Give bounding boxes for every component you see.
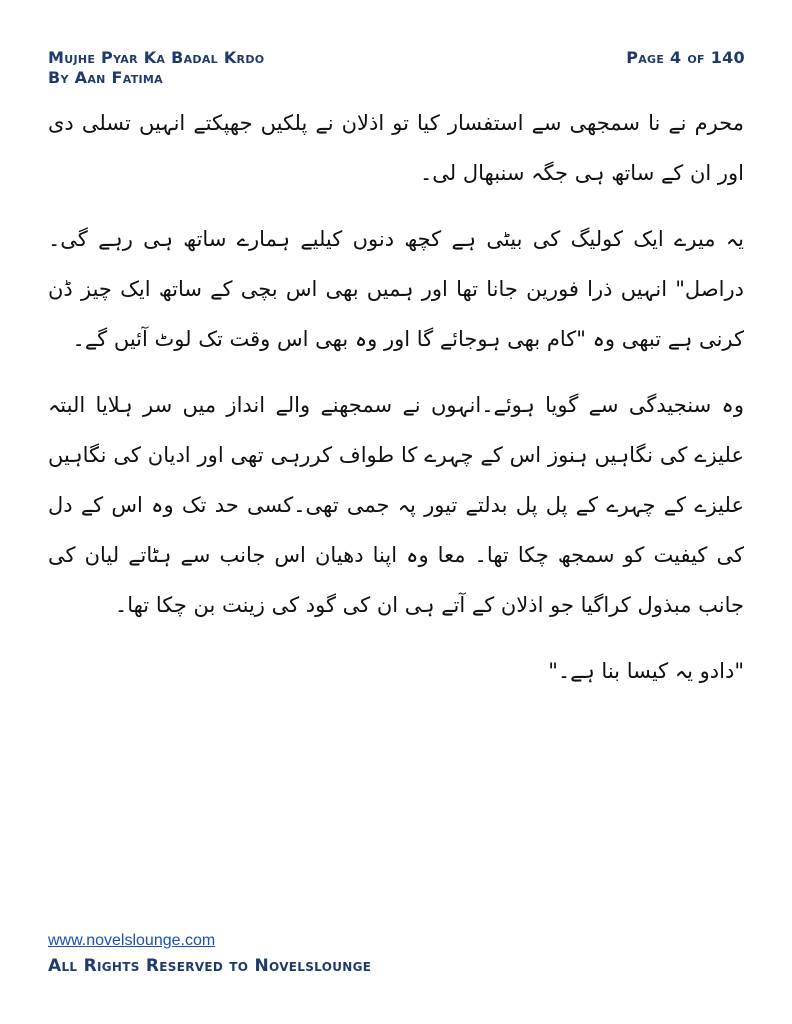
book-title: Mujhe Pyar Ka Badal Krdo — [48, 48, 265, 67]
page-number: Page 4 of 140 — [626, 48, 745, 67]
paragraph: محرم نے نا سمجھی سے استفسار کیا تو اذلان نے پلکیں جھپکتے انہیں تسلی دی اور ان کے ساتھ ہی جگہ سنبھال لی۔ — [48, 111, 744, 185]
document-body — [48, 98, 744, 712]
website-link[interactable]: www.novelslounge.com — [48, 932, 216, 949]
paragraph: "دادو یہ کیسا بنا ہے۔" — [548, 659, 744, 683]
paragraph: وہ سنجیدگی سے گویا ہوئے۔انہوں نے سمجھنے والے انداز میں سر ہلایا البتہ علیزے کی نگاہیں ہنوز اس کے چہرے کا طواف کررہی تھی اور ادیان کی نگاہیں علیزے کے چہرے کے پل پل بدلتے تیور پہ جمی تھی۔کسی حد تک وہ اس کے دل کی کیفیت کو سمجھ چکا تھا۔ معا وہ اپنا دھیان اس جانب سے ہٹاتے لیان کی جانب مبذول کراگیا جو اذلان کے آتے ہی ان کی گود کی زینت بن چکا تھا۔ — [48, 393, 744, 617]
copyright-notice: All Rights Reserved to Novelslounge — [48, 956, 372, 976]
paragraph: یہ میرے ایک کولیگ کی بیٹی ہے کچھ دنوں کیلیے ہمارے ساتھ ہی رہے گی۔ دراصل" انہیں ذرا فورین جانا تھا اور ہمیں بھی اس بچی کے ساتھ ایک چیز ڈن کرنی ہے تبھی وہ "کام بھی ہوجائے گا اور وہ بھی اس وقت تک لوٹ آئیں گے۔ — [48, 227, 744, 351]
author-line: By Aan Fatima — [48, 68, 163, 87]
